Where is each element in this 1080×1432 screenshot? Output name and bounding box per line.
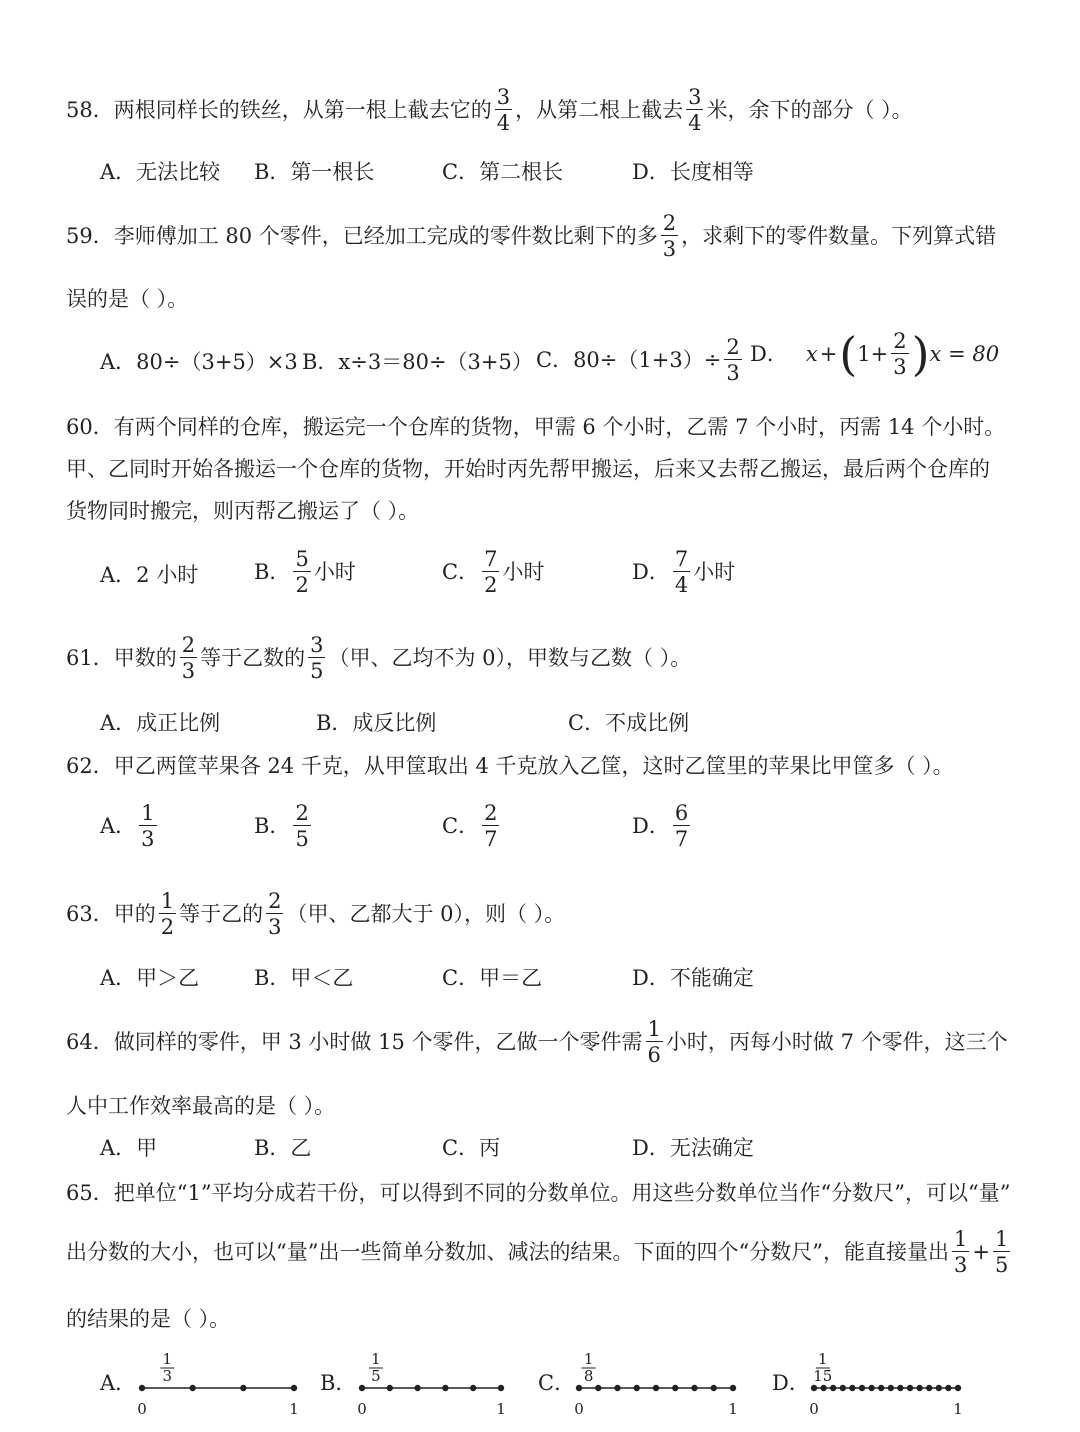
ruler-unit-numerator: 1: [583, 1350, 594, 1368]
ruler-unit-numerator: 1: [818, 1350, 828, 1368]
q61-option-c[interactable]: C．不成比例: [568, 711, 690, 735]
ruler-unit-denominator: 8: [583, 1367, 594, 1385]
q59-option-d-fraction: $\frac{2}{3}$: [893, 329, 907, 380]
q58-stem-pre: 58．两根同样长的铁丝，从第一根上截去它的: [66, 97, 492, 122]
q61-fraction-2: $\frac{3}{5}$: [310, 633, 324, 684]
q58-stem-post: 米，余下的部分（ ）。: [706, 97, 913, 122]
ruler-tick-dot: [926, 1385, 932, 1391]
ruler-tick-dot: [878, 1385, 884, 1391]
q59-stem-pre: 59．李师傅加工 80 个零件，已经加工完成的零件数比剩下的多: [66, 223, 658, 248]
right-paren: ): [911, 327, 930, 382]
q63-fraction-2: $\frac{2}{3}$: [268, 889, 282, 940]
q63-option-d[interactable]: D．不能确定: [632, 966, 754, 990]
ruler-one-label: 1: [496, 1400, 506, 1418]
ruler-tick-dot: [955, 1385, 961, 1391]
q62-option-a[interactable]: A． $\frac{1}{3}$: [100, 801, 155, 852]
q65-option-c-label[interactable]: C．: [538, 1371, 576, 1395]
q60-option-c[interactable]: C． $\frac{7}{2}$ 小时: [442, 547, 545, 598]
q59-option-b[interactable]: B．x÷3＝80÷（3+5）: [302, 350, 533, 374]
q58-fraction-1: $\frac{3}{4}$: [496, 85, 511, 136]
q59-stem: [66, 212, 996, 260]
q63-option-a[interactable]: A．甲＞乙: [100, 966, 200, 990]
ruler-tick-dot: [916, 1385, 922, 1391]
ruler-unit-denominator: 15: [813, 1367, 833, 1385]
q65-stem-line1: 65．把单位“1”平均分成若干份，可以得到不同的分数单位。用这些分数单位当作“分数尺”，可以“量”: [66, 1181, 1011, 1205]
q62-option-b[interactable]: B． $\frac{2}{5}$: [254, 801, 309, 852]
ruler-tick-dot: [868, 1385, 874, 1391]
ruler-tick-dot: [820, 1385, 826, 1391]
ruler-unit-numerator: 1: [162, 1350, 173, 1368]
ruler-tick-dot: [897, 1385, 903, 1391]
q63-option-c[interactable]: C．甲＝乙: [442, 966, 543, 990]
q59-option-d[interactable]: D． x + ( 1+ $\frac{2}{3}$ ) x = 80: [750, 327, 1000, 382]
ruler-tick-dot: [936, 1385, 942, 1391]
q60-option-b[interactable]: B． $\frac{5}{2}$ 小时: [254, 547, 356, 598]
q60-option-d[interactable]: D． $\frac{7}{4}$ 小时: [632, 547, 736, 598]
q64-fraction: $\frac{1}{6}$: [647, 1017, 661, 1068]
q61-fraction-1: $\frac{2}{3}$: [181, 633, 196, 684]
left-paren: (: [839, 327, 858, 382]
ruler-tick-dot: [830, 1385, 836, 1391]
q59-option-a[interactable]: A．80÷（3+5）×3: [100, 350, 298, 374]
q61-option-b[interactable]: B．成反比例: [316, 711, 437, 735]
q58-option-d[interactable]: D．长度相等: [632, 160, 754, 184]
q58-option-c[interactable]: C．第二根长: [442, 160, 564, 184]
q59-fraction: $\frac{2}{3}$: [662, 211, 677, 262]
q58-fraction-2: $\frac{3}{4}$: [688, 85, 702, 136]
ruler-zero-label: 0: [574, 1400, 584, 1418]
q60-stem-line1: 60．有两个同样的仓库，搬运完一个仓库的货物，甲需 6 个小时，乙需 7 个小时，丙需 14 个小时。: [66, 415, 1006, 439]
q60-stem-line2: 甲、乙同时开始各搬运一个仓库的货物，开始时丙先帮甲搬运，后来又去帮乙搬运，最后两个仓库的: [66, 457, 990, 481]
q64-stem-line2: 人中工作效率最高的是（ ）。: [66, 1094, 336, 1118]
q63-fraction-1: $\frac{1}{2}$: [160, 889, 175, 940]
ruler-one-label: 1: [728, 1400, 738, 1418]
ruler-one-label: 1: [953, 1400, 963, 1418]
q65-option-b-label[interactable]: B．: [320, 1371, 357, 1395]
q65-stem-line2: 出分数的大小，也可以“量”出一些简单分数加、减法的结果。下面的四个“分数尺”，能直接量出 $\frac{1}{3}$ + $\frac{1}{5}$: [66, 1227, 1009, 1278]
q63-option-b[interactable]: B．甲＜乙: [254, 966, 354, 990]
q62-option-c[interactable]: C． $\frac{2}{7}$: [442, 801, 498, 852]
q59-stem-post: ，求剩下的零件数量。下列算式错: [681, 223, 997, 248]
q58-stem: [66, 86, 913, 134]
ruler-tick-dot: [811, 1385, 817, 1391]
q59-option-c-fraction: $\frac{2}{3}$: [726, 335, 740, 386]
ruler-unit-denominator: 3: [162, 1367, 173, 1385]
q62-stem: 62．甲乙两筐苹果各 24 千克，从甲筐取出 4 千克放入乙筐，这时乙筐里的苹果比甲筐多（ ）。: [66, 754, 954, 778]
q64-option-c[interactable]: C．丙: [442, 1136, 501, 1160]
q65-fraction-2: $\frac{1}{5}$: [994, 1227, 1009, 1278]
q60-option-a[interactable]: A．2 小时: [100, 563, 199, 587]
ruler-zero-label: 0: [809, 1400, 819, 1418]
q60-stem-line3: 货物同时搬完，则丙帮乙搬运了（ ）。: [66, 499, 420, 523]
q65-stem-line3: 的结果的是（ ）。: [66, 1307, 231, 1331]
q64-option-b[interactable]: B．乙: [254, 1136, 312, 1160]
ruler-tick-dot: [945, 1385, 951, 1391]
q62-option-d[interactable]: D． $\frac{6}{7}$: [632, 801, 689, 852]
q64-option-a[interactable]: A．甲: [100, 1136, 158, 1160]
ruler-tick-dot: [859, 1385, 865, 1391]
ruler-unit-denominator: 5: [371, 1367, 381, 1385]
ruler-zero-label: 0: [357, 1400, 367, 1418]
q64-option-d[interactable]: D．无法确定: [632, 1136, 754, 1160]
q65-option-a-label[interactable]: A．: [100, 1371, 137, 1395]
q65-option-d-label[interactable]: D．: [772, 1371, 810, 1395]
q61-stem: 61．甲数的 $\frac{2}{3}$ 等于乙数的 $\frac{3}{5}$ （甲、乙均不为 0），甲数与乙数（ ）。: [66, 633, 692, 684]
ruler-unit-numerator: 1: [371, 1350, 381, 1368]
ruler-tick-dot: [888, 1385, 894, 1391]
q58-stem-mid: ，从第二根上截去: [515, 97, 684, 122]
q58-option-a[interactable]: A．无法比较: [100, 160, 221, 184]
ruler-tick-dot: [907, 1385, 913, 1391]
q59-stem-line2: 误的是（ ）。: [66, 287, 189, 311]
q65-fraction-1: $\frac{1}{3}$: [953, 1227, 968, 1278]
q61-option-a[interactable]: A．成正比例: [100, 711, 221, 735]
ruler-zero-label: 0: [137, 1400, 147, 1418]
q59-option-c[interactable]: C．80÷（1+3）÷ $\frac{2}{3}$: [536, 335, 740, 386]
q64-stem: 64．做同样的零件，甲 3 小时做 15 个零件，乙做一个零件需 $\frac{1}{6}$ 小时，丙每小时做 7 个零件，这三个: [66, 1017, 1008, 1068]
ruler-tick-dot: [840, 1385, 846, 1391]
ruler-tick-dot: [849, 1385, 855, 1391]
q58-option-b[interactable]: B．第一根长: [254, 160, 375, 184]
ruler-one-label: 1: [289, 1400, 299, 1418]
q63-stem: 63．甲的 $\frac{1}{2}$ 等于乙的 $\frac{2}{3}$ （甲、乙都大于 0），则（ ）。: [66, 889, 566, 940]
q65-ruler-d[interactable]: [0, 1350, 1080, 1432]
